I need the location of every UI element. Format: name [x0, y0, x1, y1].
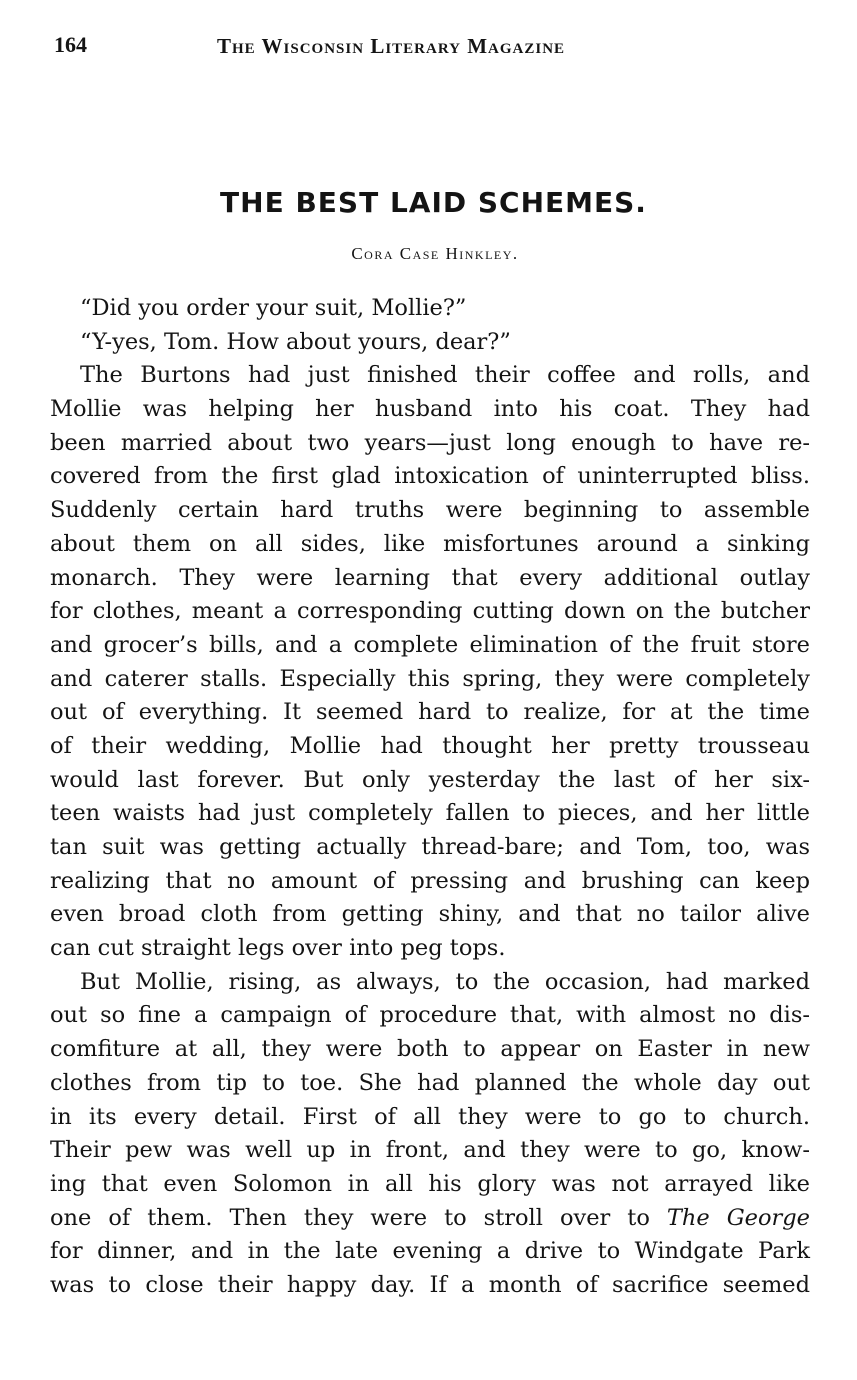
text-line: out so fine a campaign of procedure that, with almost no dis-	[50, 1002, 810, 1029]
italic-title: The George	[666, 1204, 810, 1231]
text-line: clothes from tip to toe. She had planned the whole day out	[50, 1069, 810, 1096]
text-line: been married about two years—just long enough to have re-	[50, 429, 810, 456]
text-line: and caterer stalls. Especially this spring, they were completely	[50, 665, 810, 692]
text-line: Mollie was helping her husband into his coat. They had	[50, 396, 810, 423]
text-line: “Y-yes, Tom. How about yours, dear?”	[80, 328, 511, 355]
text-line: Suddenly certain hard truths were beginning to assemble	[50, 497, 810, 524]
text-line: about them on all sides, like misfortunes around a sinking	[50, 530, 810, 557]
text-line: can cut straight legs over into peg tops.	[50, 935, 506, 962]
text-line: The Burtons had just finished their coffee and rolls, and	[80, 362, 810, 389]
text-segment: one of them. Then they were to stroll over to	[50, 1204, 650, 1231]
journal-title: The Wisconsin Literary Magazine	[217, 34, 566, 58]
running-head	[54, 32, 810, 66]
text-line: ing that even Solomon in all his glory was not arrayed like	[50, 1170, 810, 1197]
text-line: for dinner, and in the late evening a drive to Windgate Park	[50, 1238, 810, 1265]
text-line: “Did you order your suit, Mollie?”	[80, 295, 467, 321]
article-body	[50, 292, 810, 1303]
text-line: monarch. They were learning that every additional outlay	[50, 564, 810, 591]
text-line: But Mollie, rising, as always, to the occasion, had marked	[80, 968, 810, 995]
text-line: comfiture at all, they were both to appear on Easter in new	[50, 1036, 810, 1063]
text-line: out of everything. It seemed hard to realize, for at the time	[50, 699, 810, 726]
text-line: for clothes, meant a corresponding cutting down on the butcher	[50, 598, 810, 625]
text-line: Their pew was well up in front, and they were to go, know-	[50, 1137, 810, 1164]
text-line: teen waists had just completely fallen to pieces, and her little	[50, 800, 810, 827]
text-line: realizing that no amount of pressing and brushing can keep	[50, 867, 810, 894]
text-line: was to close their happy day. If a month of sacrifice seemed	[50, 1271, 810, 1298]
page-number: 164	[54, 32, 87, 57]
text-line: even broad cloth from getting shiny, and that no tailor alive	[50, 901, 810, 928]
text-line: in its every detail. First of all they were to go to church.	[50, 1103, 810, 1130]
article-title: THE BEST LAID SCHEMES.	[220, 186, 647, 219]
text-line	[50, 1202, 810, 1236]
text-line: and grocer’s bills, and a complete elimination of the fruit store	[50, 631, 810, 658]
text-line: tan suit was getting actually thread-bare; and Tom, too, was	[50, 834, 810, 860]
author-byline: Cora Case Hinkley.	[351, 244, 519, 263]
text-line: of their wedding, Mollie had thought her pretty trousseau	[50, 732, 810, 759]
text-line: would last forever. But only yesterday the last of her six-	[50, 766, 810, 793]
text-line: covered from the first glad intoxication of uninterrupted bliss.	[50, 463, 810, 490]
